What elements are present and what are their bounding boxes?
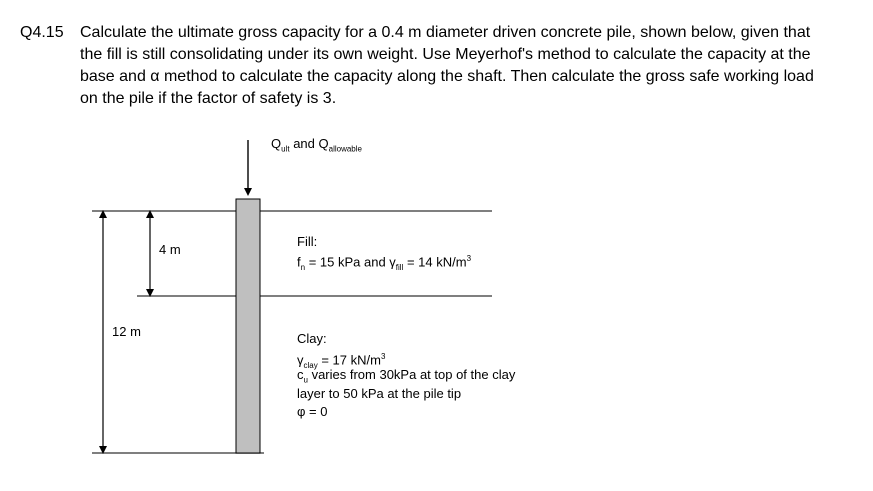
- load-label: $Q_{ult}$ and $Q_{allowable}$: [271, 136, 362, 154]
- pile: [236, 199, 260, 453]
- clay-unit-weight: $\gamma_{clay} = 17$ $kN/m^3$: [297, 352, 386, 370]
- depth-fill-label: 4 m: [159, 242, 181, 257]
- fill-title: Fill:: [297, 234, 318, 249]
- question-line-3: base and α method to calculate the capacity along the shaft. Then calculate the gross safe working load: [80, 68, 814, 85]
- question-number: Q4.15: [20, 24, 64, 41]
- fill-properties: $f_n = 15$ kPa and $\gamma_{fill} = 14$ $kN/m^3$: [297, 254, 472, 272]
- question-line-4: on the pile if the factor of safety is 3.: [80, 90, 337, 107]
- depth-total-label: 12 m: [112, 324, 141, 339]
- question-line-2: the fill is still consolidating under its own weight. Use Meyerhof's method to calculate the capacity at the: [80, 46, 811, 63]
- question-line-1: Calculate the ultimate gross capacity for a 0.4 m diameter driven concrete pile, shown below, given that: [80, 24, 811, 41]
- clay-cu-line: $c_u$ varies from 30kPa at top of the clay: [297, 367, 516, 385]
- clay-cu-line-2: layer to 50 kPa at the pile tip: [297, 386, 462, 401]
- clay-phi: φ = 0: [297, 404, 328, 419]
- clay-title: Clay:: [297, 331, 327, 346]
